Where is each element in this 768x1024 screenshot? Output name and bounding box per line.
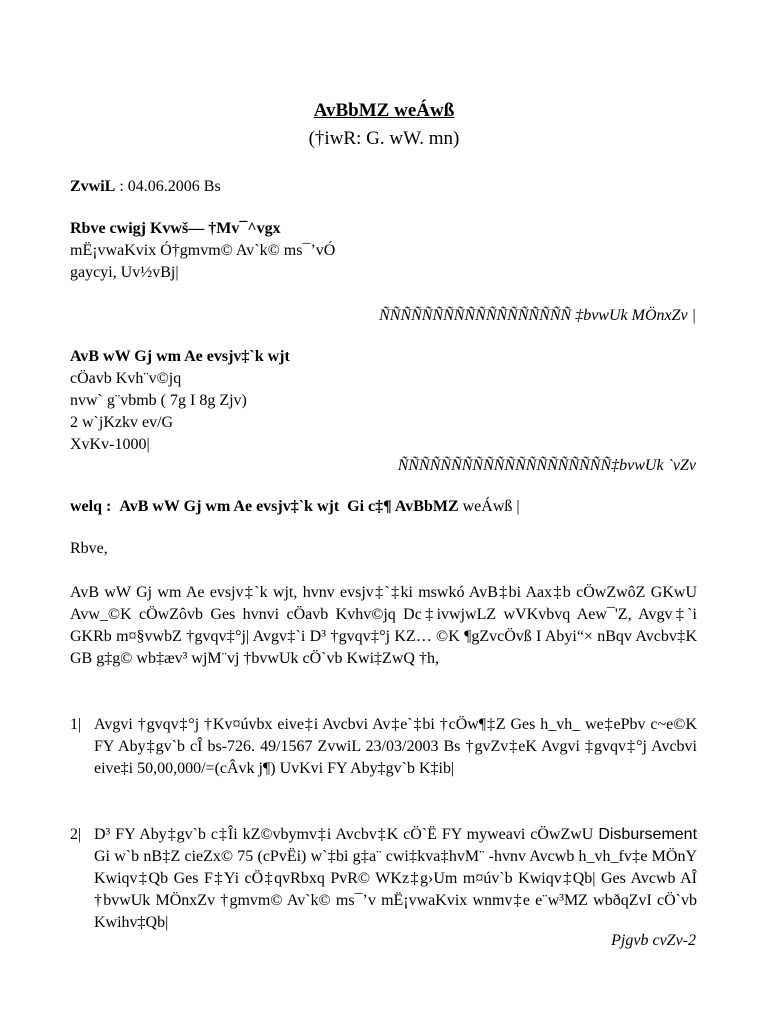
item-2-number: 2| <box>70 826 82 843</box>
notice-receiver-signature: ÑÑÑÑÑÑÑÑÑÑÑÑÑÑÑÑÑÑ ‡bvwUk MÖnxZv | <box>379 307 696 324</box>
item-2-text <box>94 824 697 934</box>
page-continuation: Pjgvb cvZv-2 <box>611 932 696 949</box>
salutation: Rbve, <box>70 540 108 557</box>
document-subtitle: (†iwR: G. wW. mn) <box>308 128 460 149</box>
sender-name: AvB wW Gj wm Ae evsjv‡`k wjt <box>70 348 290 365</box>
date-value: : 04.06.2006 Bs <box>115 178 221 195</box>
item-1-text: Avgvi †gvqv‡°j †Kv¤úvbx eive‡i Avcbvi Av‡e`‡bi †cÖw¶‡Z Ges h_vh_ we‡ePbv c~e©K FY Aby‡gv`b cÎ bs-726. 49/1567 ZvwiL 23/03/2003 Bs †gvZv‡eK Avgvi ‡gvqv‡°j Avcbvi eive‡i 50,00,000/=(cÂvk j¶) UvKvi FY Aby‡gv`b K‡ib| <box>94 716 697 777</box>
sender-city: XvKv-1000| <box>70 436 150 453</box>
recipient-address: gaycyi, Uv½vBj| <box>70 264 179 281</box>
subject-text-2: Gi c‡¶ AvBbMZ <box>347 498 459 515</box>
subject-text-1: AvB wW Gj wm Ae evsjv‡`k wjt <box>119 498 340 515</box>
date-line <box>70 178 221 196</box>
item-2-text-c: Gi w`b nB‡Z cieZx© 75 (cPvËi) w`‡bi g‡a¨ cwi‡kva‡hvM¨ -hvnv Avcwb h_vh_fv‡e MÖnY Kwiqv‡Qb Ges F‡Yi cÖ‡qvRbxq PvR© WKz‡g›Um m¤úv`b Kwiqv‡Qb| Ges Avcwb AÎ †bvwUk MÖnxZv †gmvm© Av`k© ms¯’v mË¡vwaKvix wnmv‡e e¨w³MZ wbðqZvI cÖ`vb Kwihv‡Qb| <box>94 848 697 931</box>
recipient-title: mË¡vwaKvix Ó†gmvm© Av`k© ms¯’vÓ <box>70 242 336 259</box>
item-1-number: 1| <box>70 716 82 733</box>
notice-sender-signature: ÑÑÑÑÑÑÑÑÑÑÑÑÑÑÑÑÑÑÑÑ‡bvwUk `vZv <box>397 457 696 474</box>
sender-office: cÖavb Kvh¨v©jq <box>70 370 182 387</box>
sender-street: 2 w`jKzkv ev/G <box>70 414 174 431</box>
item-2-text-a: D³ FY Aby‡gv`b c‡Îi kZ©vbymv‡i Avcbv‡K cÖ`Ë FY myweavi cÖwZwU <box>94 826 594 843</box>
subject-line <box>70 498 520 516</box>
sender-building: nvw` g¨vbmb ( 7g I 8g Zjv) <box>70 392 247 409</box>
recipient-name: Rbve cwigj Kvwš— †Mv¯^vgx <box>70 220 281 237</box>
item-2-disbursement: Disbursement <box>598 826 698 843</box>
document-title: AvBbMZ weÁwß <box>313 100 455 121</box>
date-label: ZvwiL <box>70 178 116 195</box>
subject-label: welq : <box>70 498 112 515</box>
intro-paragraph: AvB wW Gj wm Ae evsjv‡`k wjt, hvnv evsjv‡`‡ki mswkó AvB‡bi Aax‡b cÖwZwôZ GKwU Avw_©K cÖwZôvb Ges hvnvi cÖavb Kvhv©jq Dc‡ivwjwLZ wVKvbvq Aew¯'Z, Avgv‡`i GKRb m¤§vwbZ †gvqv‡°j| Avgv‡`i D³ †gvqv‡°j KZ… ©K ¶gZvcÖvß I Abyi“× nBqv Avcbv‡K GB g‡g© wb‡æv³ wjM¨vj †bvwUk cÖ`vb Kwi‡ZwQ †h, <box>70 584 697 667</box>
subject-text-3: weÁwß | <box>462 498 520 515</box>
